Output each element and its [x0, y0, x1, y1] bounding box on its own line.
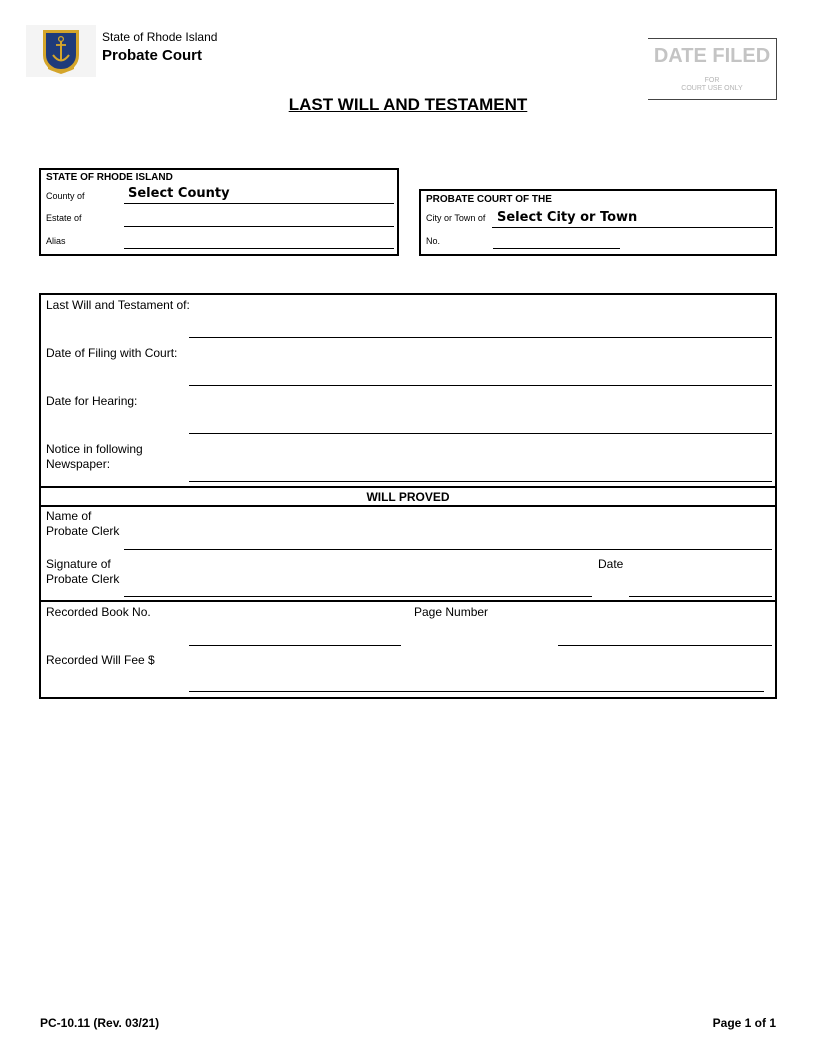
recorded-fee-label: Recorded Will Fee $: [46, 653, 155, 667]
form-code: PC-10.11 (Rev. 03/21): [40, 1016, 160, 1030]
newspaper-field[interactable]: [189, 481, 772, 482]
anchor-seal-icon: [26, 25, 96, 77]
county-select[interactable]: Select County: [128, 186, 230, 201]
city-label: City or Town of: [426, 213, 486, 223]
clerk-signature-label-line2: Probate Clerk: [46, 572, 120, 586]
notice-label-line2: Newspaper:: [46, 457, 111, 471]
alias-field[interactable]: [124, 248, 394, 249]
date-hearing-label: Date for Hearing:: [46, 394, 138, 408]
date-filed-box: [648, 38, 777, 100]
city-select[interactable]: Select City or Town: [497, 210, 638, 225]
date-filed-title: DATE FILED: [653, 45, 771, 67]
date-filing-label: Date of Filing with Court:: [46, 346, 178, 360]
clerk-signature-field[interactable]: [124, 596, 592, 597]
testament-of-field[interactable]: [189, 337, 772, 338]
clerk-name-label-line1: Name of: [46, 509, 92, 523]
recorded-fee-field[interactable]: [189, 691, 764, 692]
alias-label: Alias: [46, 236, 66, 246]
page-number-field[interactable]: [558, 645, 772, 646]
recorded-book-label: Recorded Book No.: [46, 605, 151, 619]
estate-label: Estate of: [46, 213, 82, 223]
page-number-label: Page Number: [414, 605, 489, 619]
date-field[interactable]: [629, 596, 772, 597]
clerk-name-field[interactable]: [124, 549, 772, 550]
case-number-field[interactable]: [493, 248, 620, 249]
clerk-name-label-line2: Probate Clerk: [46, 524, 120, 538]
county-line: [124, 203, 394, 204]
date-filed-note-court-use: COURT USE ONLY: [681, 85, 743, 92]
state-box-heading: STATE OF RHODE ISLAND: [46, 172, 173, 183]
date-label: Date: [598, 557, 624, 571]
divider-will-proved-bottom: [39, 505, 777, 507]
estate-field[interactable]: [124, 226, 394, 227]
date-filed-note-for: FOR: [704, 77, 720, 84]
recorded-book-field[interactable]: [189, 645, 401, 646]
city-line: [492, 227, 773, 228]
state-seal: [26, 25, 96, 77]
divider-will-proved-top: [39, 486, 777, 488]
testament-of-label: Last Will and Testament of:: [46, 298, 190, 312]
page-number: Page 1 of 1: [712, 1016, 776, 1030]
notice-label-line1: Notice in following: [46, 442, 143, 456]
page-title: LAST WILL AND TESTAMENT: [288, 95, 528, 114]
will-proved-heading: WILL PROVED: [366, 490, 450, 504]
date-hearing-field[interactable]: [189, 433, 772, 434]
court-name: Probate Court: [102, 47, 203, 64]
state-name: State of Rhode Island: [102, 30, 218, 44]
divider-recorded: [39, 600, 777, 602]
county-label: County of: [46, 191, 85, 201]
clerk-signature-label-line1: Signature of: [46, 557, 111, 571]
no-label: No.: [426, 236, 441, 246]
court-box-heading: PROBATE COURT OF THE: [426, 194, 552, 205]
date-filing-field[interactable]: [189, 385, 772, 386]
